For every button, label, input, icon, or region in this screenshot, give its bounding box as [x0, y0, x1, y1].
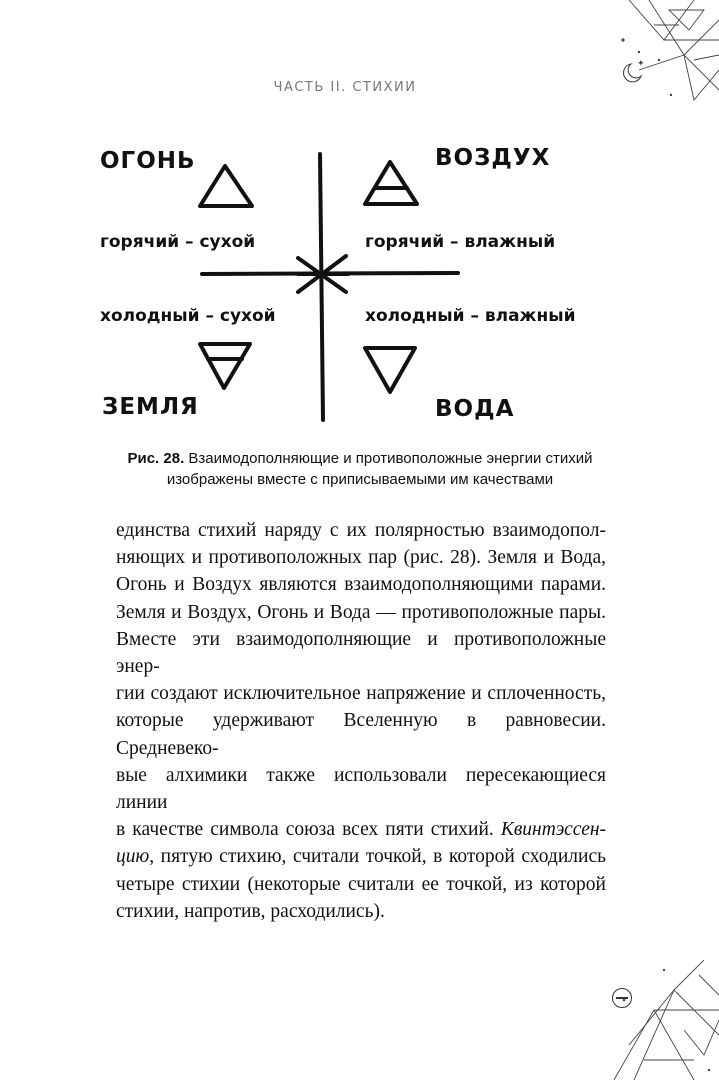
italic-term-end: цию: [116, 846, 150, 868]
quality-hot-wet: горячий – влажный: [365, 232, 556, 252]
corner-ornament-bottom: [604, 960, 719, 1080]
body-line-10: [116, 843, 606, 870]
caption-line-2: изображены вместе с приписываемыми им качествами: [166, 471, 554, 488]
fire-triangle-icon: [200, 166, 252, 206]
body-line: Земля и Воздух, Огонь и Вода — противоположные пары.: [116, 601, 606, 623]
quality-hot-dry: горячий – сухой: [100, 232, 256, 252]
body-line: единства стихий наряду с их полярностью взаимодопол-: [116, 520, 606, 541]
body-line: Вместе эти взаимодополняющие и противоположные энер-: [116, 628, 606, 678]
label-air: ВОЗДУХ: [435, 145, 551, 171]
body-line: которые удерживают Вселенную в равновесии. Средневеко-: [116, 710, 606, 759]
quality-cold-dry: холодный – сухой: [100, 306, 276, 326]
figure-caption: [90, 448, 630, 490]
vertical-axis: [320, 154, 323, 420]
body-line-9-text: в качестве символа союза всех пяти стихий.: [116, 819, 494, 841]
water-triangle-icon: [365, 348, 415, 392]
svg-text:✦: ✦: [637, 59, 645, 69]
earth-triangle-icon: [200, 344, 250, 388]
elements-diagram: [90, 140, 610, 430]
caption-line-1: [90, 448, 630, 469]
body-line: Огонь и Воздух являются взаимодополняющими парами.: [116, 574, 606, 596]
body-line-10-text: , пятую стихию, считали точкой, в которой сходились: [149, 846, 606, 868]
body-line: вые алхимики также использовали пересекающиеся линии: [116, 764, 606, 814]
body-line-last: стихии, напротив, расходились).: [116, 900, 385, 922]
air-triangle-icon: [365, 162, 417, 204]
label-water: ВОДА: [435, 396, 515, 422]
quality-cold-wet: холодный – влажный: [365, 306, 576, 326]
body-line: четыре стихии (некоторые считали ее точкой, из которой: [116, 873, 606, 895]
label-fire: ОГОНЬ: [100, 148, 196, 174]
body-paragraph: [116, 517, 606, 925]
body-line-9: [116, 816, 606, 843]
elements-figure: [90, 140, 610, 430]
caption-label: Рис. 28.: [127, 450, 185, 467]
running-head: ЧАСТЬ II. СТИХИИ: [273, 80, 417, 95]
caption-text-1: Взаимодополняющие и противоположные энергии стихий: [188, 450, 593, 467]
body-line: гии создают исключительное напряжение и сплоченность,: [116, 683, 606, 705]
label-earth: ЗЕМЛЯ: [102, 394, 199, 420]
body-line: няющих и противоположных пар (рис. 28). Земля и Вода,: [116, 547, 606, 569]
italic-term: Квинтэссен-: [500, 819, 607, 841]
